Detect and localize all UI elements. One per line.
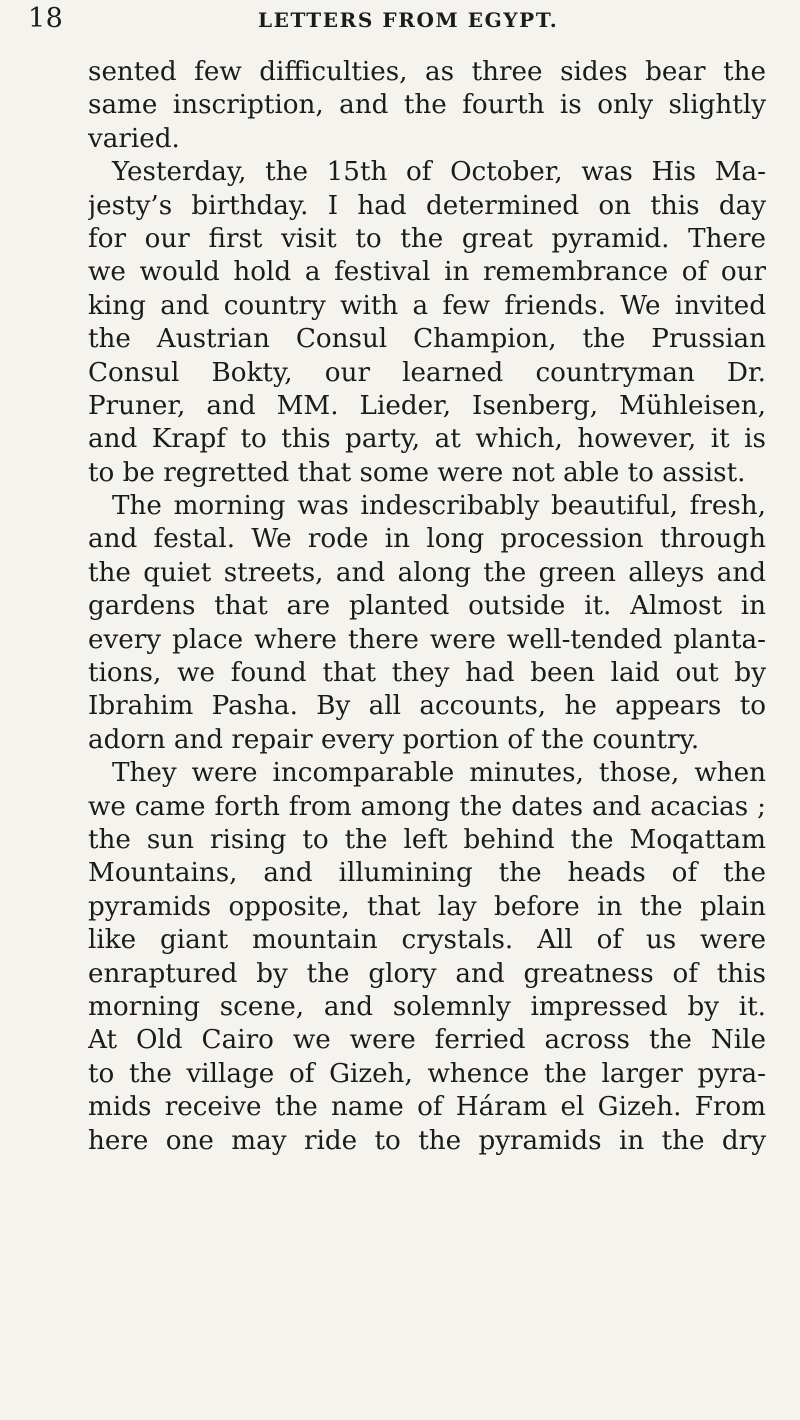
- text-line: to the village of Gizeh, whence the larger pyra-: [88, 1058, 766, 1089]
- text-line: and Krapf to this party, at which, however, it is: [88, 424, 766, 455]
- text-line: They were incomparable minutes, those, when: [112, 758, 766, 789]
- text-line: here one may ride to the pyramids in the dry: [88, 1125, 766, 1156]
- text-line: every place where there were well-tended planta-: [88, 624, 766, 655]
- text-line: to be regretted that some were not able to assist.: [88, 457, 746, 488]
- text-line: mids receive the name of Háram el Gizeh. From: [88, 1092, 766, 1123]
- text-line: gardens that are planted outside it. Almost in: [88, 591, 766, 622]
- text-line: same inscription, and the fourth is only slightly: [88, 90, 766, 121]
- text-line: enraptured by the glory and greatness of this: [88, 958, 766, 989]
- text-line: for our first visit to the great pyramid. There: [88, 223, 766, 254]
- text-line: the sun rising to the left behind the Moqattam: [88, 824, 766, 855]
- text-line: and festal. We rode in long procession through: [88, 524, 766, 555]
- text-line: jesty’s birthday. I had determined on this day: [88, 190, 766, 221]
- text-line: sented few difficulties, as three sides bear the: [88, 57, 766, 87]
- text-line: At Old Cairo we were ferried across the Nile: [88, 1025, 766, 1056]
- text-line: tions, we found that they had been laid out by: [88, 658, 766, 689]
- text-line: Consul Bokty, our learned countryman Dr.: [88, 357, 766, 388]
- text-line: varied.: [88, 123, 180, 154]
- text-line: The morning was indescribably beautiful, fresh,: [112, 491, 766, 522]
- text-line: Pruner, and MM. Lieder, Isenberg, Mühleisen,: [88, 390, 766, 421]
- text-line: morning scene, and solemnly impressed by it.: [88, 991, 766, 1022]
- text-line: Ibrahim Pasha. By all accounts, he appears to: [88, 691, 766, 722]
- text-line: we would hold a festival in remembrance of our: [88, 257, 766, 288]
- body-text: [88, 56, 766, 1158]
- text-line: adorn and repair every portion of the country.: [88, 724, 700, 755]
- running-head: LETTERS FROM EGYPT.: [258, 8, 559, 32]
- text-line: the quiet streets, and along the green alleys and: [88, 557, 766, 588]
- text-line: like giant mountain crystals. All of us were: [88, 925, 766, 956]
- text-line: Yesterday, the 15th of October, was His Ma-: [112, 157, 766, 188]
- page-number: 18: [28, 3, 64, 34]
- text-line: we came forth from among the dates and acacias ;: [88, 791, 766, 822]
- text-line: Mountains, and illumining the heads of the: [88, 858, 766, 889]
- text-line: the Austrian Consul Champion, the Prussian: [88, 324, 766, 355]
- text-line: king and country with a few friends. We invited: [88, 290, 766, 321]
- page-header: [28, 4, 768, 34]
- text-line: pyramids opposite, that lay before in the plain: [88, 891, 766, 922]
